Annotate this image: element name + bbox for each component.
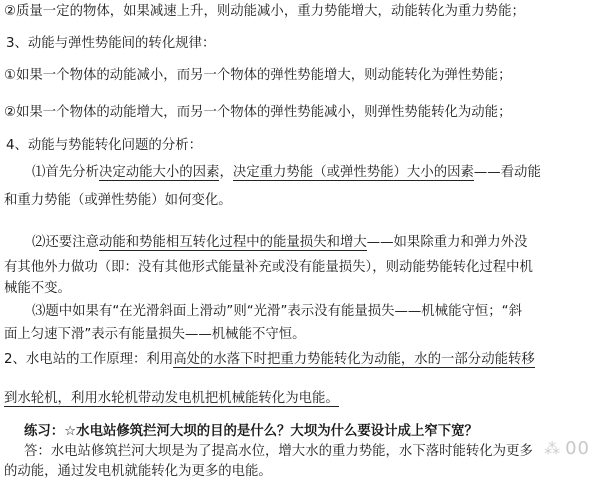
answer-line: 答：水电站修筑拦河大坝是为了提高水位，增大水的重力势能，水下落时能转化为更多	[24, 444, 533, 459]
text-line	[4, 351, 535, 368]
exercise-question: 练习：☆水电站修筑拦河大坝的目的是什么？大坝为什么要设计成上窄下宽？	[24, 424, 478, 439]
text-line: 面上匀速下滑”表示有能量损失——机械能不守恒。	[4, 327, 306, 342]
watermark-logo-icon: ⁂	[544, 439, 562, 458]
text-line: ①如果一个物体的动能减小，而另一个物体的弹性势能增大，则动能转化为弹性势能；	[4, 68, 512, 83]
text-span: ——如果除重力和弹力外没	[366, 235, 528, 250]
underlined-phrase: 决定重力势能（或弹性势能）大小的因素	[232, 165, 474, 180]
section-heading: 4、动能与势能转化问题的分析：	[6, 138, 202, 153]
text-line: 械能不变。	[4, 281, 71, 296]
underlined-phrase: 高处的水落下时把重力势能转化为动能，水的一部分动能转移	[173, 352, 535, 367]
text-line	[32, 164, 541, 181]
text-line	[4, 390, 339, 407]
text-span: ⑵还要注意	[32, 235, 99, 250]
text-span: ⑴首先分析	[32, 165, 99, 180]
underlined-phrase: 动能和势能相互转化过程中的能量损失和增大	[98, 235, 367, 250]
answer-line: 的动能，通过发电机就能转化为更多的电能。	[4, 464, 272, 479]
text-line: ⑶题中如果有“在光滑斜面上滑动”则“光滑”表示没有能量损失——机械能守恒；“斜	[32, 304, 522, 319]
watermark-text: 00	[565, 438, 590, 459]
text-line: 和重力势能（或弹性势能）如何变化。	[4, 193, 232, 208]
text-line: ②质量一定的物体，如果减速上升，则动能减小，重力势能增大，动能转化为重力势能；	[4, 4, 525, 19]
text-line	[32, 234, 527, 251]
text-line: ②如果一个物体的动能增大，而另一个物体的弹性势能减小，则弹性势能转化为动能；	[4, 105, 512, 120]
watermark	[544, 438, 590, 459]
text-span: ——看动能	[473, 165, 541, 180]
section-heading: 3、动能与弹性势能间的转化规律：	[6, 36, 216, 51]
underlined-phrase: 到水轮机，利用水轮机带动发电机把机械能转化为电能。	[4, 391, 339, 406]
underlined-phrase: 决定动能大小的因素	[98, 165, 220, 180]
text-span: ，	[219, 165, 233, 180]
text-line: 有其他外力做功（即：没有其他形式能量补充或没有能量损失），则动能势能转化过程中机	[4, 260, 533, 275]
text-span: 2、水电站的工作原理：利用	[4, 352, 174, 367]
